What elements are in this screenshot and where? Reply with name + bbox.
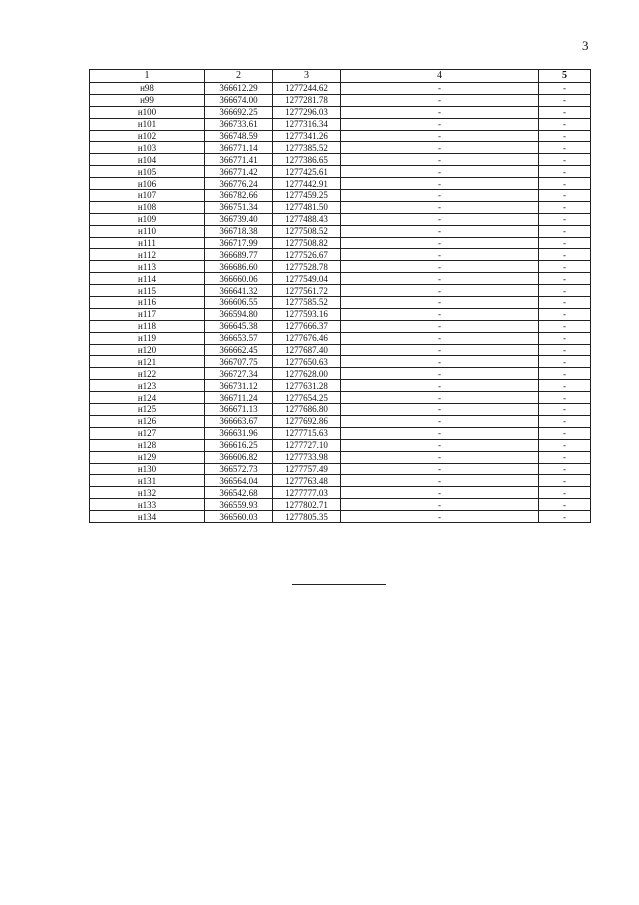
table-cell-col-4: -: [341, 130, 539, 142]
table-cell-col-5: -: [539, 487, 591, 499]
table-cell-col-2: 366645.38: [205, 320, 273, 332]
header-col-2: 2: [205, 70, 273, 83]
table-cell-col-3: 1277666.37: [273, 320, 341, 332]
table-cell-col-3: 1277281.78: [273, 94, 341, 106]
table-cell-col-4: -: [341, 178, 539, 190]
table-cell-col-4: -: [341, 273, 539, 285]
table-cell-col-4: -: [341, 427, 539, 439]
table-row: [90, 320, 591, 332]
table-cell-col-5: -: [539, 297, 591, 309]
table-row: [90, 451, 591, 463]
table-cell-col-3: 1277585.52: [273, 297, 341, 309]
table-cell-col-1: н117: [90, 308, 205, 320]
table-cell-col-3: 1277425.61: [273, 166, 341, 178]
table-cell-col-1: н121: [90, 356, 205, 368]
table-cell-col-2: 366674.00: [205, 94, 273, 106]
table-cell-col-3: 1277650.63: [273, 356, 341, 368]
table-cell-col-5: -: [539, 368, 591, 380]
table-row: [90, 118, 591, 130]
table-cell-col-1: н104: [90, 154, 205, 166]
table-row: [90, 404, 591, 416]
table-cell-col-3: 1277593.16: [273, 308, 341, 320]
table-cell-col-5: -: [539, 106, 591, 118]
table-cell-col-5: -: [539, 273, 591, 285]
table-cell-col-2: 366776.24: [205, 178, 273, 190]
table-cell-col-3: 1277686.80: [273, 404, 341, 416]
table-cell-col-1: н100: [90, 106, 205, 118]
table-cell-col-1: н113: [90, 261, 205, 273]
table-cell-col-1: н126: [90, 415, 205, 427]
table-cell-col-1: н134: [90, 511, 205, 523]
table-cell-col-2: 366686.60: [205, 261, 273, 273]
table-cell-col-3: 1277386.65: [273, 154, 341, 166]
table-cell-col-1: н120: [90, 344, 205, 356]
table-cell-col-2: 366751.34: [205, 201, 273, 213]
table-cell-col-1: н130: [90, 463, 205, 475]
table-cell-col-3: 1277628.00: [273, 368, 341, 380]
table-row: [90, 415, 591, 427]
table-cell-col-4: -: [341, 415, 539, 427]
table-cell-col-4: -: [341, 404, 539, 416]
table-cell-col-4: -: [341, 190, 539, 202]
table-cell-col-3: 1277459.25: [273, 190, 341, 202]
table-cell-col-2: 366718.38: [205, 225, 273, 237]
table-cell-col-1: н114: [90, 273, 205, 285]
table-row: [90, 249, 591, 261]
table-cell-col-3: 1277733.98: [273, 451, 341, 463]
table-cell-col-4: -: [341, 201, 539, 213]
table-cell-col-2: 366663.67: [205, 415, 273, 427]
table-cell-col-4: -: [341, 213, 539, 225]
table-cell-col-3: 1277442.91: [273, 178, 341, 190]
table-cell-col-3: 1277676.46: [273, 332, 341, 344]
header-col-5: 5: [539, 70, 591, 83]
table-cell-col-4: -: [341, 332, 539, 344]
table-cell-col-5: -: [539, 83, 591, 95]
table-cell-col-2: 366731.12: [205, 380, 273, 392]
table-cell-col-5: -: [539, 190, 591, 202]
table-cell-col-2: 366653.57: [205, 332, 273, 344]
table-cell-col-2: 366606.55: [205, 297, 273, 309]
table-cell-col-5: -: [539, 344, 591, 356]
table-cell-col-3: 1277526.67: [273, 249, 341, 261]
table-cell-col-4: -: [341, 380, 539, 392]
table-cell-col-5: -: [539, 308, 591, 320]
table-cell-col-1: н122: [90, 368, 205, 380]
table-cell-col-3: 1277715.63: [273, 427, 341, 439]
table-cell-col-5: -: [539, 142, 591, 154]
table-cell-col-1: н123: [90, 380, 205, 392]
table-cell-col-1: н115: [90, 285, 205, 297]
coordinates-table: [89, 69, 591, 523]
table-row: [90, 308, 591, 320]
table-cell-col-5: -: [539, 201, 591, 213]
table-cell-col-5: -: [539, 285, 591, 297]
table-cell-col-3: 1277727.10: [273, 439, 341, 451]
table-cell-col-2: 366717.99: [205, 237, 273, 249]
table-cell-col-1: н116: [90, 297, 205, 309]
table-cell-col-3: 1277631.28: [273, 380, 341, 392]
table-cell-col-3: 1277385.52: [273, 142, 341, 154]
table-cell-col-4: -: [341, 118, 539, 130]
table-cell-col-5: -: [539, 439, 591, 451]
table-cell-col-5: -: [539, 392, 591, 404]
table-cell-col-4: -: [341, 451, 539, 463]
table-cell-col-4: -: [341, 439, 539, 451]
table-row: [90, 332, 591, 344]
table-cell-col-1: н108: [90, 201, 205, 213]
table-row: [90, 94, 591, 106]
table-cell-col-5: -: [539, 356, 591, 368]
table-cell-col-1: н110: [90, 225, 205, 237]
table-row: [90, 190, 591, 202]
table-cell-col-5: -: [539, 225, 591, 237]
table-cell-col-5: -: [539, 249, 591, 261]
table-row: [90, 154, 591, 166]
table-row: [90, 273, 591, 285]
table-row: [90, 142, 591, 154]
table-cell-col-5: -: [539, 380, 591, 392]
table-cell-col-5: -: [539, 178, 591, 190]
table-row: [90, 261, 591, 273]
table-cell-col-1: н119: [90, 332, 205, 344]
table-cell-col-4: -: [341, 249, 539, 261]
table-cell-col-5: -: [539, 332, 591, 344]
table-cell-col-3: 1277561.72: [273, 285, 341, 297]
table-cell-col-1: н133: [90, 499, 205, 511]
table-cell-col-4: -: [341, 344, 539, 356]
table-cell-col-3: 1277654.25: [273, 392, 341, 404]
table-cell-col-1: н125: [90, 404, 205, 416]
table-cell-col-5: -: [539, 118, 591, 130]
table-row: [90, 368, 591, 380]
table-cell-col-2: 366572.73: [205, 463, 273, 475]
table-cell-col-5: -: [539, 511, 591, 523]
table-cell-col-1: н118: [90, 320, 205, 332]
table-cell-col-1: н131: [90, 475, 205, 487]
table-row: [90, 380, 591, 392]
end-of-document-line: [292, 584, 386, 585]
table-cell-col-4: -: [341, 285, 539, 297]
header-col-4: 4: [341, 70, 539, 83]
table-cell-col-4: -: [341, 487, 539, 499]
table-cell-col-5: -: [539, 166, 591, 178]
table-cell-col-2: 366771.14: [205, 142, 273, 154]
table-row: [90, 166, 591, 178]
table-cell-col-4: -: [341, 499, 539, 511]
table-cell-col-1: н127: [90, 427, 205, 439]
table-cell-col-4: -: [341, 142, 539, 154]
table-cell-col-1: н109: [90, 213, 205, 225]
header-col-3: 3: [273, 70, 341, 83]
table-row: [90, 130, 591, 142]
table-cell-col-2: 366707.75: [205, 356, 273, 368]
table-cell-col-3: 1277805.35: [273, 511, 341, 523]
header-col-1: 1: [90, 70, 205, 83]
table-cell-col-5: -: [539, 415, 591, 427]
table-row: [90, 356, 591, 368]
table-row: [90, 344, 591, 356]
table-cell-col-4: -: [341, 106, 539, 118]
table-row: [90, 499, 591, 511]
table-cell-col-3: 1277777.03: [273, 487, 341, 499]
table-cell-col-5: -: [539, 475, 591, 487]
table-cell-col-3: 1277528.78: [273, 261, 341, 273]
table-cell-col-3: 1277244.62: [273, 83, 341, 95]
table-cell-col-2: 366733.61: [205, 118, 273, 130]
table-cell-col-4: -: [341, 225, 539, 237]
table-row: [90, 285, 591, 297]
table-cell-col-2: 366711.24: [205, 392, 273, 404]
table-cell-col-3: 1277687.40: [273, 344, 341, 356]
table-cell-col-2: 366727.34: [205, 368, 273, 380]
table-cell-col-2: 366692.25: [205, 106, 273, 118]
table-cell-col-2: 366671.13: [205, 404, 273, 416]
table-cell-col-4: -: [341, 261, 539, 273]
table-cell-col-1: н112: [90, 249, 205, 261]
table-cell-col-2: 366606.82: [205, 451, 273, 463]
table-cell-col-1: н99: [90, 94, 205, 106]
table-row: [90, 487, 591, 499]
table-cell-col-4: -: [341, 154, 539, 166]
table-cell-col-3: 1277549.04: [273, 273, 341, 285]
table-cell-col-3: 1277763.48: [273, 475, 341, 487]
table-cell-col-2: 366631.96: [205, 427, 273, 439]
table-cell-col-5: -: [539, 237, 591, 249]
table-cell-col-4: -: [341, 297, 539, 309]
table-cell-col-5: -: [539, 213, 591, 225]
page-number: 3: [582, 38, 589, 53]
table-cell-col-1: н129: [90, 451, 205, 463]
table-cell-col-4: -: [341, 475, 539, 487]
table-cell-col-3: 1277316.34: [273, 118, 341, 130]
table-cell-col-1: н132: [90, 487, 205, 499]
table-cell-col-2: 366660.06: [205, 273, 273, 285]
table-cell-col-4: -: [341, 83, 539, 95]
table-cell-col-3: 1277296.03: [273, 106, 341, 118]
table-cell-col-5: -: [539, 261, 591, 273]
table-cell-col-2: 366748.59: [205, 130, 273, 142]
table-cell-col-5: -: [539, 499, 591, 511]
table-header-row: [90, 70, 591, 83]
table-cell-col-1: н105: [90, 166, 205, 178]
table-cell-col-5: -: [539, 94, 591, 106]
table-cell-col-2: 366542.68: [205, 487, 273, 499]
table-cell-col-2: 366641.32: [205, 285, 273, 297]
table-cell-col-4: -: [341, 320, 539, 332]
table-cell-col-2: 366560.03: [205, 511, 273, 523]
table-row: [90, 511, 591, 523]
table-cell-col-2: 366771.41: [205, 154, 273, 166]
table-cell-col-3: 1277757.49: [273, 463, 341, 475]
table-cell-col-3: 1277341.26: [273, 130, 341, 142]
table-cell-col-2: 366782.66: [205, 190, 273, 202]
table-cell-col-5: -: [539, 427, 591, 439]
table-cell-col-1: н102: [90, 130, 205, 142]
table-row: [90, 213, 591, 225]
table-cell-col-2: 366559.93: [205, 499, 273, 511]
table-cell-col-1: н124: [90, 392, 205, 404]
table-cell-col-3: 1277692.86: [273, 415, 341, 427]
table-cell-col-5: -: [539, 451, 591, 463]
table-cell-col-5: -: [539, 320, 591, 332]
table-cell-col-2: 366616.25: [205, 439, 273, 451]
table-row: [90, 106, 591, 118]
table-cell-col-1: н111: [90, 237, 205, 249]
table-cell-col-1: н98: [90, 83, 205, 95]
table-cell-col-4: -: [341, 368, 539, 380]
table-cell-col-3: 1277508.52: [273, 225, 341, 237]
table-cell-col-4: -: [341, 166, 539, 178]
table-row: [90, 439, 591, 451]
table-cell-col-5: -: [539, 154, 591, 166]
table-row: [90, 427, 591, 439]
table-row: [90, 225, 591, 237]
table-row: [90, 83, 591, 95]
table-row: [90, 392, 591, 404]
table-row: [90, 237, 591, 249]
table-cell-col-4: -: [341, 94, 539, 106]
table-cell-col-1: н106: [90, 178, 205, 190]
table-cell-col-2: 366689.77: [205, 249, 273, 261]
table-cell-col-1: н128: [90, 439, 205, 451]
table-row: [90, 201, 591, 213]
table-cell-col-2: 366612.29: [205, 83, 273, 95]
table-cell-col-2: 366594.80: [205, 308, 273, 320]
table-cell-col-1: н101: [90, 118, 205, 130]
table-cell-col-3: 1277488.43: [273, 213, 341, 225]
table-cell-col-3: 1277802.71: [273, 499, 341, 511]
table-cell-col-3: 1277508.82: [273, 237, 341, 249]
table-row: [90, 475, 591, 487]
table-row: [90, 297, 591, 309]
table-cell-col-1: н107: [90, 190, 205, 202]
table-row: [90, 178, 591, 190]
table-row: [90, 463, 591, 475]
table-cell-col-5: -: [539, 404, 591, 416]
table-cell-col-2: 366771.42: [205, 166, 273, 178]
table-cell-col-5: -: [539, 130, 591, 142]
table-cell-col-1: н103: [90, 142, 205, 154]
table-cell-col-4: -: [341, 308, 539, 320]
table-cell-col-3: 1277481.50: [273, 201, 341, 213]
table-cell-col-4: -: [341, 237, 539, 249]
table-cell-col-2: 366564.04: [205, 475, 273, 487]
table-cell-col-4: -: [341, 356, 539, 368]
table-cell-col-2: 366662.45: [205, 344, 273, 356]
table-cell-col-5: -: [539, 463, 591, 475]
table-cell-col-4: -: [341, 392, 539, 404]
table-cell-col-4: -: [341, 511, 539, 523]
table-cell-col-4: -: [341, 463, 539, 475]
table-cell-col-2: 366739.40: [205, 213, 273, 225]
table-body: [90, 83, 591, 523]
